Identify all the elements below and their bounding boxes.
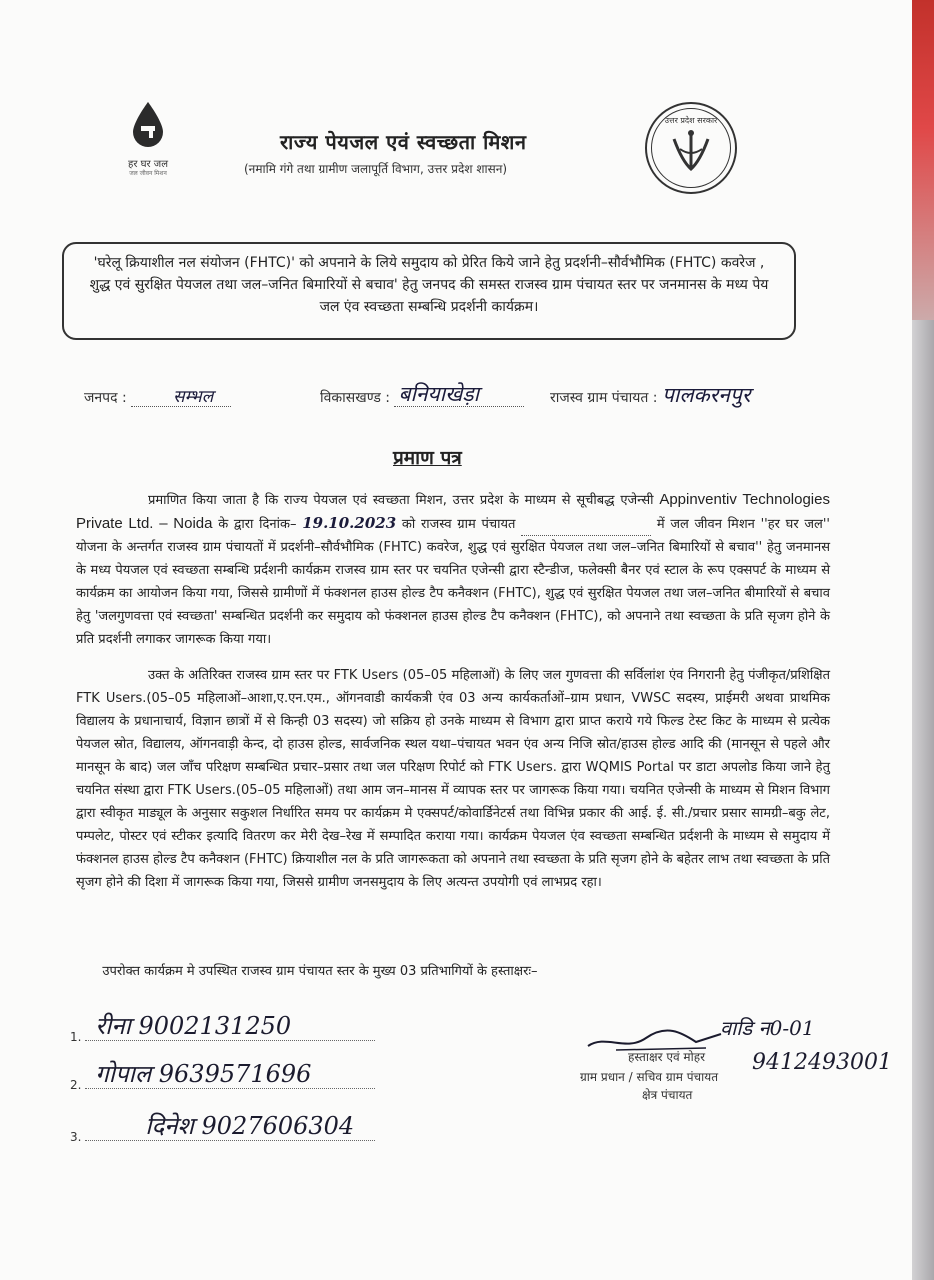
program-date: 19.10.2023	[302, 514, 397, 532]
participant-signature-text: दिनेश 9027606304	[145, 1112, 355, 1140]
seal-text: उत्तर प्रदेश सरकार	[664, 116, 718, 125]
certificate-title: प्रमाण पत्र	[393, 447, 462, 469]
block-label: विकासखण्ड :	[320, 390, 391, 406]
secretary-phone: 9412493001	[752, 1050, 892, 1075]
up-government-seal	[645, 102, 737, 194]
district-value: सम्भल	[173, 387, 214, 407]
district-field	[84, 388, 231, 407]
district-label: जनपद :	[84, 390, 127, 406]
body-p1-intro: प्रमाणित किया जाता है कि राज्य पेयजल एवं स्वच्छता मिशन, उत्तर प्रदेश के माध्यम से सूचीबद्ध एजेन्सी	[148, 493, 654, 508]
participant-number: 1.	[70, 1030, 82, 1044]
body-paragraph-1	[76, 488, 830, 651]
body-p2: उक्त के अतिरिक्त राजस्व ग्राम स्तर पर FTK Users (05–05 महिलाओं) के लिए जल गुणवत्ता की सर्विलांश एंव निगरानी हेतु पंजीकृत/प्रशिक्षित FTK Users.(05–05 महिलाओं–आशा,ए.एन.एम., ऑगनवाडी कार्यकत्री एंव 03 अन्य कार्यकर्ताओं–ग्राम प्रधान, VWSC सदस्य, प्राईमरी अथवा प्राथमिक विद्यालय के प्रधानाचार्य, विज्ञान छात्रों में से किन्ही 03 सदस्य) जो सक्रिय हो उनके माध्यम से विभाग द्वारा प्राप्त कराये गये फिल्ड टेस्ट किट के माध्यम से प्रत्येक पेयजल स्रोत, विद्यालय, ऑगनवाड़ी केन्द, दो हाउस होल्ड, सार्वजनिक स्थल यथा–पंचायत भवन एंव अन्य निजि स्रोत/हाउस होल्ड आदि की (मानसून से पहले और मानसून के बाद) जल जाँच परिक्षण सम्बन्धित प्रचार–प्रसार तथा जल परिक्षण रिपोर्ट को FTK Users. द्वारा WQMIS Portal पर डाटा अपलोड किया जाने हेतु चयनित संस्था द्वारा FTK Users.(05–05 महिलाओं) तथा आम जन–मानस में व्यापक स्तर पर जागरूक किया गया। चयनित एजेन्सी के माध्यम से मिशन विभाग द्वारा स्वीकृत माड्यूल के अनुसार सकुशल निर्धारित समय पर कार्यक्रम मे एक्सपर्ट/कोवार्डिनेटर्स तथा विभिन्न प्रकार की आई. ई. सी./प्रचार प्रसार सामग्री–बकु लेट, पम्पलेट, पोस्टर एवं स्टीकर इत्यादि वितरण कर मेरी देख–रेख में सम्पादित कराया गया। कार्यक्रम पेयजल एंव स्वच्छता सम्बन्धित प्रर्दशनी के माध्यम से समुदाय में फंक्शनल हाउस होल्ड टैप कनैक्शन (FHTC) क्रियाशील नल के प्रति जागरूकता को अपनाने तथा स्वच्छता के प्रति सृजग होने के बहेतर लाभ तथा स्वच्छता के प्रति सृजग होने की दिशा में जागरूक किया गया, जिससे ग्रामीण जनसमुदाय के लिए अत्यन्त उपयोगी एवं लाभप्रद रहा।	[76, 668, 830, 890]
ward-number: वाडि न0-01	[720, 1016, 815, 1040]
program-description-box: 'घरेलू क्रियाशील नल संयोजन (FHTC)' को अपनाने के लिये समुदाय को प्रेरित किये जाने हेतु प्रदर्शनी–सौर्वभौमिक (FHTC) कवरेज , शुद्ध एवं सुरक्षित पेयजल तथा जल–जनित बिमारियों से बचाव' हेतु जनपद की समस्त राजस्व ग्राम पंचायत स्तर पर जनमानस के मध्य पेय जल एंव स्वच्छता सम्बन्धि प्रदर्शनी कार्यक्रम।	[62, 242, 796, 340]
area-label: क्षेत्र पंचायत	[642, 1088, 693, 1102]
body-p1-rest: में जल जीवन मिशन ''हर घर जल'' योजना के अन्तर्गत राजस्व ग्राम पंचायतों में प्रदर्शनी–सौर्वभौमिक (FHTC) कवरेज, शुद्ध एवं सुरक्षित पेयजल तथा जल–जनित बिमारियों से बचाव'' हेतु जनमानस के मध्य पेयजल एवं स्वच्छता सम्बन्धि प्रर्दशनी कार्यक्रम राजस्व ग्राम स्तर पर चयनित एजेन्सी द्वारा स्टैन्डीज, फलेक्सी बैनर एवं स्टाल के रूप एक्सपर्ट के माध्यम से कार्यक्रम का आयोजन किया गया, जिससे ग्रामीणों में फंक्शनल हाउस होल्ड टैप कनैक्शन (FHTC), शुद्ध एवं सुरक्षित पेयजल तथा जल–जनित बीमारियों से बचाव हेतु 'जलगुणवत्ता एवं स्वच्छता' सम्बन्धित प्रदर्शनी कर समुदाय को फंक्शनल हाउस होल्ड टैप कनैक्शन (FHTC), को अपनाने तथा स्वच्छता के प्रति सृजग होने के प्रति प्रदर्शनी लगाकर जागरूक किया गया।	[76, 517, 830, 647]
water-drop-icon	[129, 100, 167, 150]
mission-title: राज्य पेयजल एवं स्वच्छता मिशन	[280, 130, 527, 154]
panchayat-value: पालकरनपुर	[661, 383, 751, 407]
block-field	[320, 382, 524, 407]
mission-subtitle: (नमामि गंगे तथा ग्रामीण जलापूर्ति विभाग, उत्तर प्रदेश शासन)	[244, 162, 508, 176]
body-paragraph-2	[76, 664, 830, 894]
participant-signature-text: रीना 9002131250	[95, 1012, 292, 1040]
logo-text: हर घर जल	[128, 159, 168, 170]
signature-intro: उपरोक्त कार्यक्रम मे उपस्थित राजस्व ग्राम पंचायत स्तर के मुख्य 03 प्रतिभागियों के हस्ताक्षरः–	[102, 964, 538, 979]
participant-signature-2	[70, 1060, 375, 1092]
block-value: बनियाखेड़ा	[398, 382, 480, 406]
agency-name: Appinventiv Technologies Private Ltd. – Noida	[76, 491, 830, 532]
participant-signature-text: गोपाल 9639571696	[95, 1060, 312, 1088]
background-edge	[912, 0, 934, 320]
har-ghar-jal-logo	[108, 100, 188, 178]
panchayat-field	[550, 383, 762, 407]
participant-number: 3.	[70, 1130, 82, 1144]
panchayat-label: राजस्व ग्राम पंचायत :	[550, 390, 658, 406]
body-p1-by-date: के द्वारा दिनांक–	[218, 517, 297, 532]
stamp-label: हस्ताक्षर एवं मोहर	[628, 1050, 706, 1064]
participant-signature-3	[70, 1112, 375, 1144]
participant-number: 2.	[70, 1078, 82, 1092]
participant-signature-1	[70, 1012, 375, 1044]
role-label: ग्राम प्रधान / सचिव ग्राम पंचायत	[580, 1070, 719, 1084]
logo-subtext: जल जीवन मिशन	[129, 170, 167, 177]
body-p1-panchayat: को राजस्व ग्राम पंचायत	[401, 517, 516, 532]
